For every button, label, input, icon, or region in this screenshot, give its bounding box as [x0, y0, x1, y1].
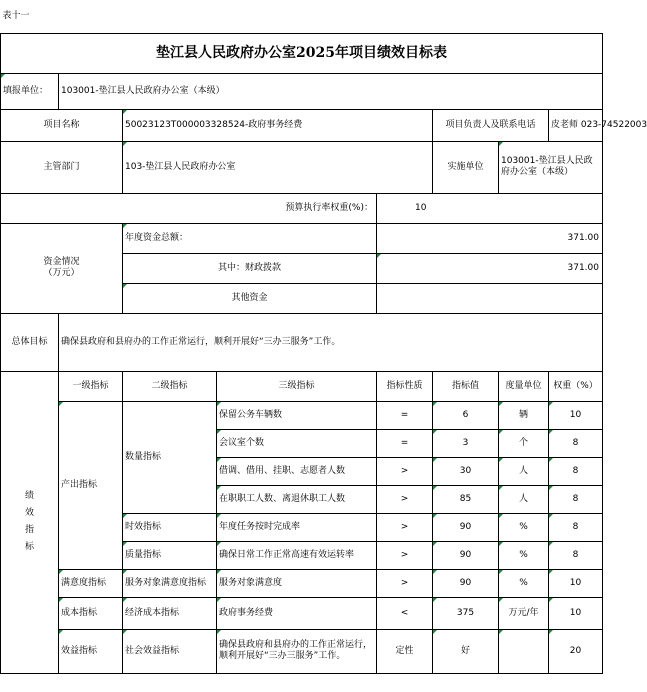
- unit-label: 填报单位：: [1, 73, 59, 109]
- impl-value: 103001-垫江县人民政府办公室（本级）: [499, 141, 603, 193]
- indicator-value: 375: [433, 597, 499, 629]
- perf-label: 绩效指标: [1, 371, 59, 673]
- indicator-name: 政府事务经费: [217, 597, 377, 629]
- indicator-unit: %: [499, 513, 549, 541]
- table-row: [1, 629, 603, 673]
- budget-weight-label: 预算执行率权重(%)：: [1, 193, 377, 223]
- indicator-value: 90: [433, 541, 499, 569]
- overall-value: 确保县政府和县府办的工作正常运行，顺利开展好“三办三服务”工作。: [59, 313, 603, 371]
- contact-label: 项目负责人及联系电话: [433, 109, 549, 141]
- indicator-value: 6: [433, 401, 499, 429]
- indicator-nature: =: [377, 401, 433, 429]
- indicator-value: 好: [433, 629, 499, 673]
- indicator-nature: 定性: [377, 629, 433, 673]
- indicator-name: 确保日常工作正常高速有效运转率: [217, 541, 377, 569]
- indicator-nature: >: [377, 513, 433, 541]
- level2-economic-cost: 经济成本指标: [123, 597, 217, 629]
- funds-total-label: 年度资金总额：: [123, 223, 377, 253]
- indicator-nature: <: [377, 597, 433, 629]
- indicator-weight: 10: [549, 569, 603, 597]
- indicator-value: 30: [433, 457, 499, 485]
- indicator-weight: 8: [549, 513, 603, 541]
- table-row: [1, 597, 603, 629]
- indicator-name: 在职职工人数、离退休职工人数: [217, 485, 377, 513]
- indicator-unit: 个: [499, 429, 549, 457]
- unit-value: 103001-垫江县人民政府办公室（本级）: [59, 73, 603, 109]
- header-weight: 权重（%）: [549, 371, 603, 401]
- table-row: [1, 569, 603, 597]
- indicator-unit: 万元/年: [499, 597, 549, 629]
- indicator-nature: >: [377, 541, 433, 569]
- indicator-weight: 10: [549, 401, 603, 429]
- indicator-unit: 辆: [499, 401, 549, 429]
- dept-label: 主管部门: [1, 141, 123, 193]
- funds-other-label: 其他资金: [123, 283, 377, 313]
- header-nature: 指标性质: [377, 371, 433, 401]
- header-l2: 二级指标: [123, 371, 217, 401]
- dept-value: 103-垫江县人民政府办公室: [123, 141, 433, 193]
- indicator-name: 年度任务按时完成率: [217, 513, 377, 541]
- funds-fiscal-value: 371.00: [377, 253, 603, 283]
- level2-quantity: 数量指标: [123, 401, 217, 513]
- level1-satisfaction: 满意度指标: [59, 569, 123, 597]
- indicator-weight: 8: [549, 485, 603, 513]
- level2-social-benefit: 社会效益指标: [123, 629, 217, 673]
- level1-benefit: 效益指标: [59, 629, 123, 673]
- indicator-weight: 8: [549, 429, 603, 457]
- impl-label: 实施单位: [433, 141, 499, 193]
- indicator-name: 借调、借用、挂职、志愿者人数: [217, 457, 377, 485]
- funds-label: 资金情况 （万元）: [1, 223, 123, 313]
- indicator-value: 3: [433, 429, 499, 457]
- project-name-value: 50023123T000003328524-政府事务经费: [123, 109, 433, 141]
- contact-value: 皮老师 023-74522003: [549, 109, 603, 141]
- indicator-weight: 10: [549, 597, 603, 629]
- indicator-unit: [499, 629, 549, 673]
- indicator-weight: 8: [549, 457, 603, 485]
- level2-timeliness: 时效指标: [123, 513, 217, 541]
- indicator-name: 服务对象满意度: [217, 569, 377, 597]
- table-row: [1, 401, 603, 429]
- indicator-name: 保留公务车辆数: [217, 401, 377, 429]
- level1-output: 产出指标: [59, 401, 123, 569]
- indicator-nature: >: [377, 457, 433, 485]
- header-l3: 三级指标: [217, 371, 377, 401]
- indicator-value: 90: [433, 569, 499, 597]
- funds-total-value: 371.00: [377, 223, 603, 253]
- indicator-value: 85: [433, 485, 499, 513]
- indicator-value: 90: [433, 513, 499, 541]
- indicator-weight: 8: [549, 541, 603, 569]
- header-value: 指标值: [433, 371, 499, 401]
- level2-satisfaction: 服务对象满意度指标: [123, 569, 217, 597]
- indicator-nature: =: [377, 429, 433, 457]
- indicator-unit: 人: [499, 485, 549, 513]
- funds-fiscal-label: 其中：财政拨款: [123, 253, 377, 283]
- indicator-nature: >: [377, 569, 433, 597]
- funds-other-value: [377, 283, 603, 313]
- budget-weight-value: 10: [377, 193, 603, 223]
- overall-label: 总体目标: [1, 313, 59, 371]
- indicator-unit: 人: [499, 457, 549, 485]
- level2-quality: 质量指标: [123, 541, 217, 569]
- indicator-weight: 20: [549, 629, 603, 673]
- page-title: 垫江县人民政府办公室2025年项目绩效目标表: [1, 33, 603, 73]
- header-l1: 一级指标: [59, 371, 123, 401]
- indicator-unit: %: [499, 541, 549, 569]
- indicator-name: 确保县政府和县府办的工作正常运行，顺利开展好“三办三服务”工作。: [217, 629, 377, 673]
- indicator-name: 会议室个数: [217, 429, 377, 457]
- indicator-unit: %: [499, 569, 549, 597]
- project-name-label: 项目名称: [1, 109, 123, 141]
- form-number: 表十一: [2, 10, 30, 21]
- level1-cost: 成本指标: [59, 597, 123, 629]
- indicator-nature: >: [377, 485, 433, 513]
- header-unit: 度量单位: [499, 371, 549, 401]
